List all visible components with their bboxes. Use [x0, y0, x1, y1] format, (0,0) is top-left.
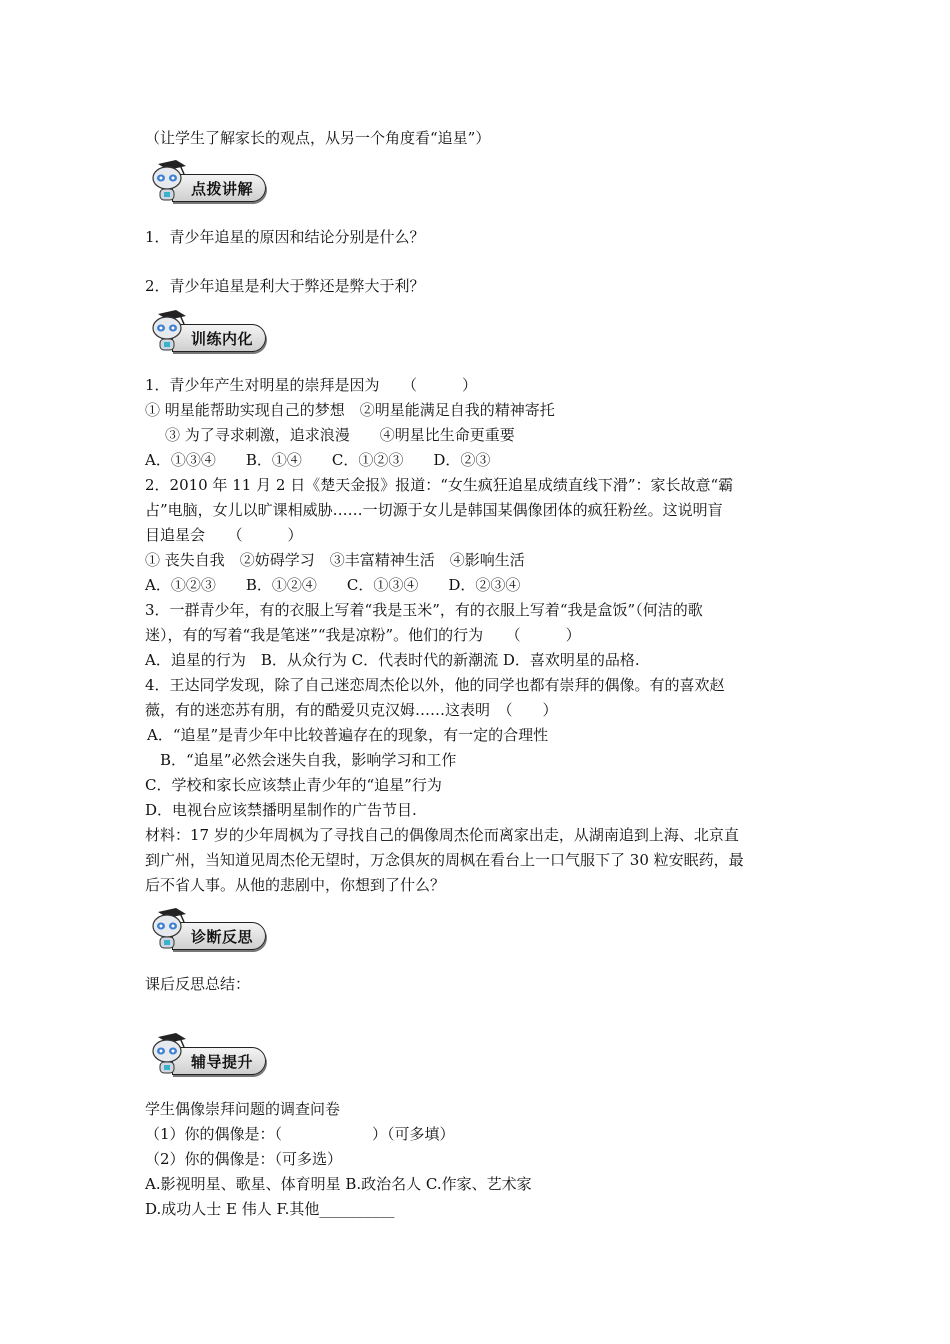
survey-line: （1）你的偶像是：（ ）（可多填） [145, 1125, 455, 1143]
robot-mascot-icon [146, 158, 190, 204]
practice-line: 1．青少年产生对明星的崇拜是因为 （ ） [145, 376, 478, 394]
section-title: 辅导提升 [191, 1053, 254, 1071]
section-title: 诊断反思 [191, 928, 254, 946]
explain-question-1: 1．青少年追星的原因和结论分别是什么？ [145, 228, 425, 246]
practice-line: 目追星会 （ ） [145, 526, 303, 544]
practice-line: 材料：17 岁的少年周枫为了寻找自己的偶像周杰伦而离家出走，从湖南追到上海、北京直 [145, 826, 739, 844]
practice-line: D．电视台应该禁播明星制作的广告节目. [145, 801, 417, 819]
robot-mascot-icon [146, 1031, 190, 1077]
practice-line: 2．2010 年 11 月 2 日《楚天金报》报道：“女生疯狂追星成绩直线下滑”：家长故意“霸 [145, 476, 734, 494]
robot-mascot-icon [146, 906, 190, 952]
practice-line: A．“追星”是青少年中比较普遍存在的现象，有一定的合理性 [147, 726, 549, 744]
practice-line: 3．一群青少年，有的衣服上写着“我是玉米”，有的衣服上写着“我是盒饭”（何洁的歌 [145, 601, 703, 619]
practice-line: 薇，有的迷恋苏有朋，有的酷爱贝克汉姆……这表明 （ ） [145, 701, 558, 719]
section-title: 点拨讲解 [191, 180, 254, 198]
practice-line: A．追星的行为 B．从众行为 C．代表时代的新潮流 D．喜欢明星的品格. [145, 651, 640, 669]
robot-mascot-icon [146, 308, 190, 354]
practice-line: 迷），有的写着“我是笔迷”“我是凉粉”。他们的行为 （ ） [145, 626, 581, 644]
survey-line: D.成功人士 E 伟人 F.其他__________ [145, 1200, 395, 1218]
reflect-summary-label: 课后反思总结： [145, 975, 251, 993]
practice-line: ③ 为了寻求刺激，追求浪漫 ④明星比生命更重要 [165, 426, 515, 444]
section-improve-header [146, 1031, 271, 1077]
survey-title: 学生偶像崇拜问题的调查问卷 [145, 1100, 341, 1118]
section-reflect-header [146, 906, 271, 952]
explain-question-2: 2．青少年追星是利大于弊还是弊大于利？ [145, 277, 425, 295]
section-practice-header [146, 308, 271, 354]
survey-line: A.影视明星、歌星、体育明星 B.政治名人 C.作家、艺术家 [145, 1175, 532, 1193]
survey-line: （2）你的偶像是：（可多选） [145, 1150, 343, 1168]
intro-note: （让学生了解家长的观点，从另一个角度看“追星”） [145, 129, 491, 147]
practice-line: 4．王达同学发现，除了自己迷恋周杰伦以外，他的同学也都有崇拜的偶像。有的喜欢赵 [145, 676, 725, 694]
practice-line: A．①③④ B．①④ C．①②③ D．②③ [145, 451, 491, 469]
practice-line: 后不省人事。从他的悲剧中，你想到了什么？ [145, 876, 446, 894]
practice-line: C．学校和家长应该禁止青少年的“追星”行为 [145, 776, 442, 794]
section-title: 训练内化 [191, 330, 254, 348]
section-explain-header [146, 158, 271, 204]
practice-line: ① 丧失自我 ②妨碍学习 ③丰富精神生活 ④影响生活 [145, 551, 525, 569]
practice-line: A．①②③ B．①②④ C．①③④ D．②③④ [145, 576, 521, 594]
practice-line: 到广州，当知道见周杰伦无望时，万念俱灰的周枫在看台上一口气服下了 30 粒安眠药，最 [145, 851, 744, 869]
practice-line: 占”电脑，女儿以旷课相威胁……一切源于女儿是韩国某偶像团体的疯狂粉丝。这说明盲 [145, 501, 723, 519]
practice-line: B．“追星”必然会迷失自我，影响学习和工作 [160, 751, 457, 769]
practice-line: ① 明星能帮助实现自己的梦想 ②明星能满足自我的精神寄托 [145, 401, 555, 419]
